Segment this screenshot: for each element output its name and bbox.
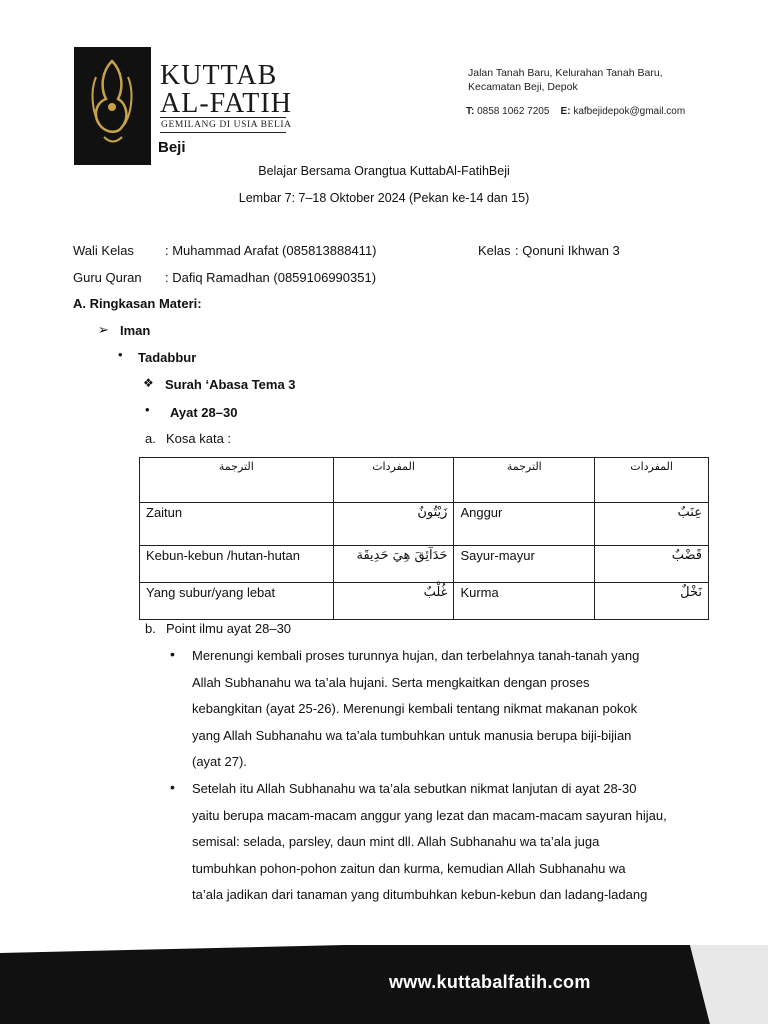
paragraph-line: (ayat 27). bbox=[192, 754, 247, 769]
table-row bbox=[140, 503, 709, 546]
table-cell: Anggur bbox=[454, 503, 595, 546]
document-title: Belajar Bersama Orangtua KuttabAl-FatihBeji bbox=[258, 164, 510, 178]
table-cell-arabic: غُلْبٌ bbox=[333, 583, 454, 620]
table-cell-arabic: قَضْبٌ bbox=[595, 546, 709, 583]
paragraph-line: semisal: selada, parsley, daun mint dll. Allah Subhanahu wa ta’ala juga bbox=[192, 834, 600, 849]
table-cell-arabic: عِنَبٌ bbox=[595, 503, 709, 546]
logo-emblem bbox=[74, 47, 151, 165]
bullet-icon: • bbox=[118, 347, 123, 362]
paragraph-line: Merenungi kembali proses turunnya hujan, dan terbelahnya tanah-tanah yang bbox=[192, 648, 640, 663]
kelas-label: Kelas bbox=[478, 243, 511, 258]
email-label: E: bbox=[560, 106, 571, 117]
topic-tadabbur: Tadabbur bbox=[138, 350, 197, 365]
wali-kelas-label: Wali Kelas bbox=[73, 243, 134, 258]
table-cell-arabic: زَيْتُونٌ bbox=[333, 503, 454, 546]
table-header-cell: المفردات bbox=[333, 458, 454, 503]
vocabulary-table bbox=[139, 457, 709, 620]
phone-number: 0858 1062 7205 bbox=[477, 106, 550, 117]
table-cell: Sayur-mayur bbox=[454, 546, 595, 583]
point-paragraph-2 bbox=[192, 776, 695, 909]
point-paragraph-1 bbox=[192, 643, 695, 776]
section-a-heading: A. Ringkasan Materi: bbox=[73, 296, 202, 311]
bullet-icon: • bbox=[170, 646, 175, 662]
item-a-label: a. bbox=[145, 431, 156, 446]
paragraph-line: yaitu berupa macam-macam anggur yang lezat dan macam-macam sayuran hijau, bbox=[192, 807, 667, 823]
kelas-value: : Qonuni Ikhwan 3 bbox=[515, 243, 620, 258]
brand-divider bbox=[160, 132, 286, 133]
point-ilmu-heading: Point ilmu ayat 28–30 bbox=[166, 621, 292, 636]
address-line-1: Jalan Tanah Baru, Kelurahan Tanah Baru, bbox=[468, 67, 663, 79]
bullet-icon: • bbox=[170, 779, 175, 795]
branch-name: Beji bbox=[158, 139, 186, 156]
contact-info bbox=[466, 106, 685, 117]
table-cell: Kebun-kebun /hutan-hutan bbox=[140, 546, 334, 583]
diamond-bullet-icon: ❖ bbox=[143, 376, 154, 390]
item-b-label: b. bbox=[145, 621, 156, 636]
arrow-bullet-icon: ➢ bbox=[98, 322, 109, 337]
table-cell: Yang subur/yang lebat bbox=[140, 583, 334, 620]
wali-kelas-value: : Muhammad Arafat (085813888411) bbox=[165, 243, 377, 258]
guru-quran-label: Guru Quran bbox=[73, 270, 142, 285]
table-header-cell: الترجمة bbox=[140, 458, 334, 503]
table-row bbox=[140, 583, 709, 620]
brand-name-line2: AL-FATIH bbox=[160, 88, 292, 119]
footer-website-link[interactable]: www.kuttabalfatih.com bbox=[389, 972, 591, 992]
paragraph-line: Allah Subhanahu wa ta’ala hujani. Serta mengkaitkan dengan proses bbox=[192, 674, 590, 690]
email-address: kafbejidepok@gmail.com bbox=[573, 106, 686, 117]
address-line-2: Kecamatan Beji, Depok bbox=[468, 81, 578, 93]
brand-divider bbox=[160, 117, 286, 118]
footer-banner bbox=[0, 945, 768, 1024]
brand-name-line1: KUTTAB bbox=[160, 60, 278, 91]
guru-quran-value: : Dafiq Ramadhan (0859106990351) bbox=[165, 270, 377, 285]
paragraph-line: kebangkitan (ayat 25-26). Merenungi kembali tentang nikmat makanan pokok bbox=[192, 701, 638, 716]
paragraph-line: yang Allah Subhanahu wa ta’ala tumbuhkan untuk manusia berupa biji-bijian bbox=[192, 727, 632, 743]
document-subtitle: Lembar 7: 7–18 Oktober 2024 (Pekan ke-14 dan 15) bbox=[238, 191, 530, 205]
phone-label: T: bbox=[466, 106, 475, 117]
paragraph-line: Setelah itu Allah Subhanahu wa ta’ala sebutkan nikmat lanjutan di ayat 28-30 bbox=[192, 781, 637, 796]
table-cell: Kurma bbox=[454, 583, 595, 620]
paragraph-line: tumbuhkan pohon-pohon zaitun dan kurma, kemudian Allah Subhanahu wa bbox=[192, 860, 626, 876]
table-header-cell: الترجمة bbox=[454, 458, 595, 503]
topic-surah: Surah ‘Abasa Tema 3 bbox=[165, 377, 296, 392]
topic-iman: Iman bbox=[120, 323, 151, 338]
paragraph-line: ta’ala jadikan dari tanaman yang ditumbuhkan kebun-kebun dan ladang-ladang bbox=[192, 887, 648, 902]
table-cell: Zaitun bbox=[140, 503, 334, 546]
brand-tagline: GEMILANG DI USIA BELIA bbox=[161, 120, 292, 130]
topic-ayat: Ayat 28–30 bbox=[170, 405, 238, 420]
table-header-row bbox=[140, 458, 709, 503]
table-cell-arabic: نَخْلٌ bbox=[595, 583, 709, 620]
table-cell-arabic: حَدَآئِقَ هِيَ حَدِيقَة bbox=[333, 546, 454, 583]
table-row bbox=[140, 546, 709, 583]
table-header-cell: المفردات bbox=[595, 458, 709, 503]
kosa-kata-heading: Kosa kata : bbox=[166, 431, 232, 446]
bullet-icon: • bbox=[145, 402, 150, 417]
